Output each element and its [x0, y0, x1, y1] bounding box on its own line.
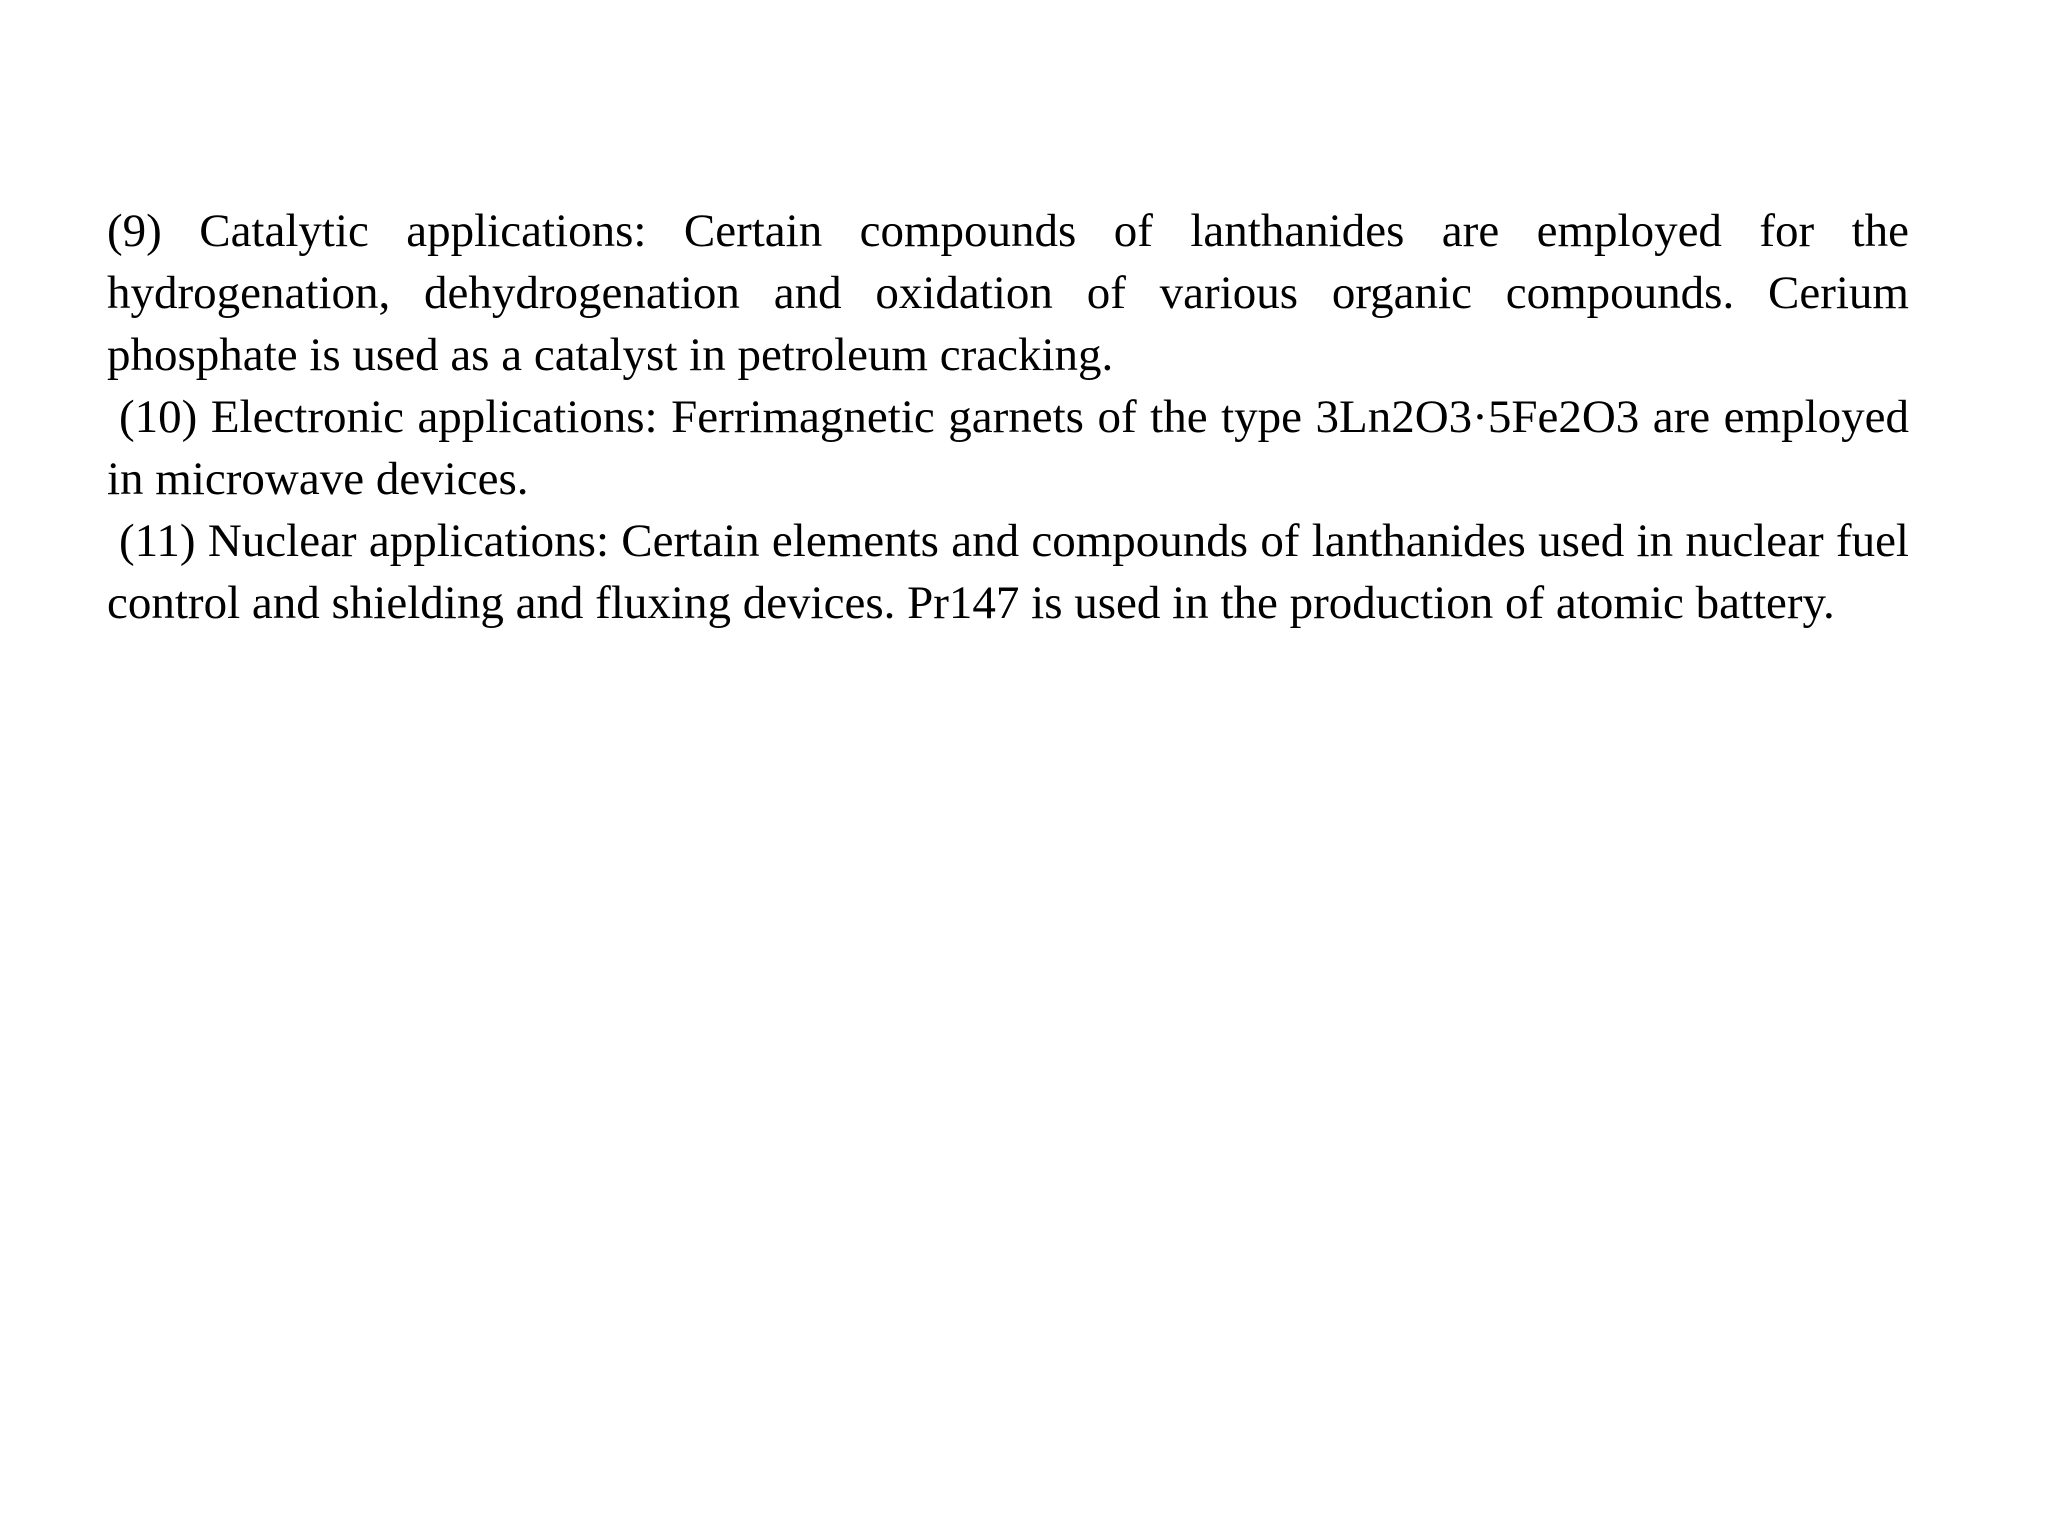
paragraph-nuclear-applications: (11) Nuclear applications: Certain elements and compounds of lanthanides used in nuclear fuel control and shielding and fluxing devices. Pr147 is used in the production of atomic battery.: [107, 515, 1909, 629]
paragraph-catalytic-applications: (9) Catalytic applications: Certain compounds of lanthanides are employed for the hydrogenation, dehydrogenation and oxidation of various organic compounds. Cerium phosphate is used as a catalyst in petroleum cracking.: [107, 205, 1909, 381]
document-body: [107, 200, 1909, 634]
paragraph-electronic-applications: (10) Electronic applications: Ferrimagnetic garnets of the type 3Ln2O3·5Fe2O3 are employed in microwave devices.: [107, 391, 1909, 505]
